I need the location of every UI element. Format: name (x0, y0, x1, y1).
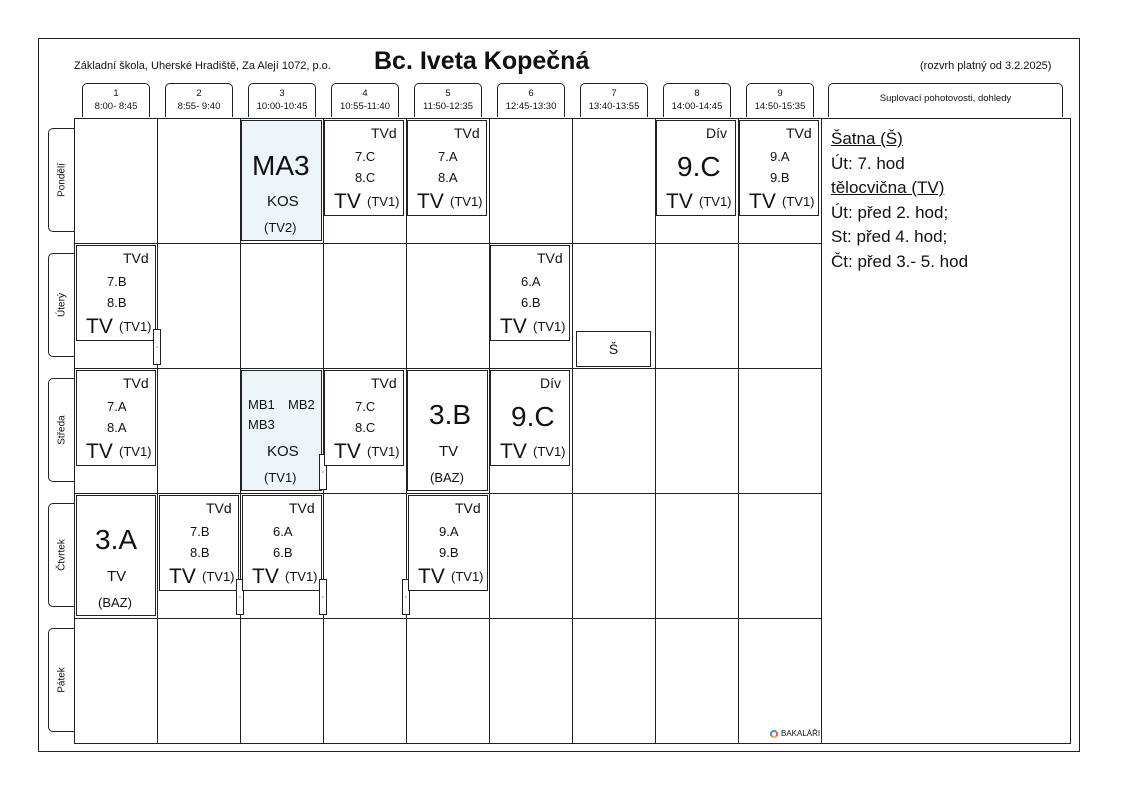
note-line: Út: 7. hod (831, 153, 905, 173)
lesson-wed-p4[interactable]: TVd 7.C 8.C TV (TV1) (324, 370, 404, 466)
supervision-header: Suplovací pohotovosti, dohledy (828, 83, 1063, 117)
period-header-8: 8 14:00-14:45 (663, 83, 731, 117)
day-tab-wednesday: Středa (48, 378, 74, 482)
day-tab-thursday: Čtvrtek (48, 503, 74, 607)
lesson-thu-p1[interactable]: 3.A TV (BAZ) (76, 495, 156, 616)
period-header-1: 1 8:00- 8:45 (82, 83, 150, 117)
note-line: Čt: před 3.- 5. hod (831, 251, 969, 271)
lesson-thu-p2[interactable]: TVd 7.B 8.B TV (TV1) (159, 495, 239, 591)
period-header-6: 6 12:45-13:30 (497, 83, 565, 117)
supervision-satna-tue-p7[interactable]: Š (576, 331, 651, 367)
lesson-marker: ▫ (153, 329, 161, 365)
valid-from: (rozvrh platný od 3.2.2025) (920, 60, 1052, 72)
lesson-wed-p5[interactable]: 3.B TV (BAZ) (407, 370, 488, 491)
day-tab-friday: Pátek (48, 628, 74, 732)
note-satna-heading: Šatna (Š) (831, 129, 903, 148)
period-header-5: 5 11:50-12:35 (414, 83, 482, 117)
period-header-4: 4 10:55-11:40 (331, 83, 399, 117)
lesson-marker: ▫ (236, 579, 244, 615)
lesson-mon-p8[interactable]: Dív 9.C TV (TV1) (656, 120, 736, 216)
note-line: Út: před 2. hod; (831, 202, 949, 222)
lesson-thu-p3[interactable]: TVd 6.A 6.B TV (TV1) (242, 495, 322, 591)
lesson-mon-p9[interactable]: TVd 9.A 9.B TV (TV1) (739, 120, 819, 216)
lesson-marker: ▫ (402, 579, 410, 615)
bakalari-logo-icon (770, 730, 778, 738)
lesson-thu-p5[interactable]: TVd 9.A 9.B TV (TV1) (408, 495, 488, 591)
period-header-2: 2 8:55- 9:40 (165, 83, 233, 117)
lesson-tue-p6[interactable]: TVd 6.A 6.B TV (TV1) (490, 245, 570, 341)
lesson-mon-p5[interactable]: TVd 7.A 8.A TV (TV1) (407, 120, 487, 216)
lesson-tue-p1[interactable]: TVd 7.B 8.B TV (TV1) (76, 245, 156, 341)
lesson-mon-p3[interactable]: MA3 KOS (TV2) (241, 120, 322, 241)
period-header-3: 3 10:00-10:45 (248, 83, 316, 117)
period-header-9: 9 14:50-15:35 (746, 83, 814, 117)
day-tab-monday: Pondělí (48, 128, 74, 232)
school-name: Základní škola, Uherské Hradiště, Za Alejí 1072, p.o. (74, 60, 331, 72)
supervision-notes (831, 127, 968, 274)
lesson-wed-p1[interactable]: TVd 7.A 8.A TV (TV1) (76, 370, 156, 466)
lesson-marker: ▫ (319, 454, 327, 490)
lesson-marker: ▫ (319, 579, 327, 615)
note-line: St: před 4. hod; (831, 227, 948, 246)
note-telocvicna-heading: tělocvična (TV) (831, 178, 945, 197)
teacher-name: Bc. Iveta Kopečná (374, 47, 590, 75)
lesson-mon-p4[interactable]: TVd 7.C 8.C TV (TV1) (324, 120, 404, 216)
day-tab-tuesday: Úterý (48, 253, 74, 357)
lesson-wed-p3[interactable]: MB1 MB2 MB3 KOS (TV1) (241, 370, 322, 491)
bakalari-logo: BAKALÁŘI (770, 729, 820, 738)
period-header-7: 7 13:40-13:55 (580, 83, 648, 117)
lesson-wed-p6[interactable]: Dív 9.C TV (TV1) (490, 370, 570, 466)
